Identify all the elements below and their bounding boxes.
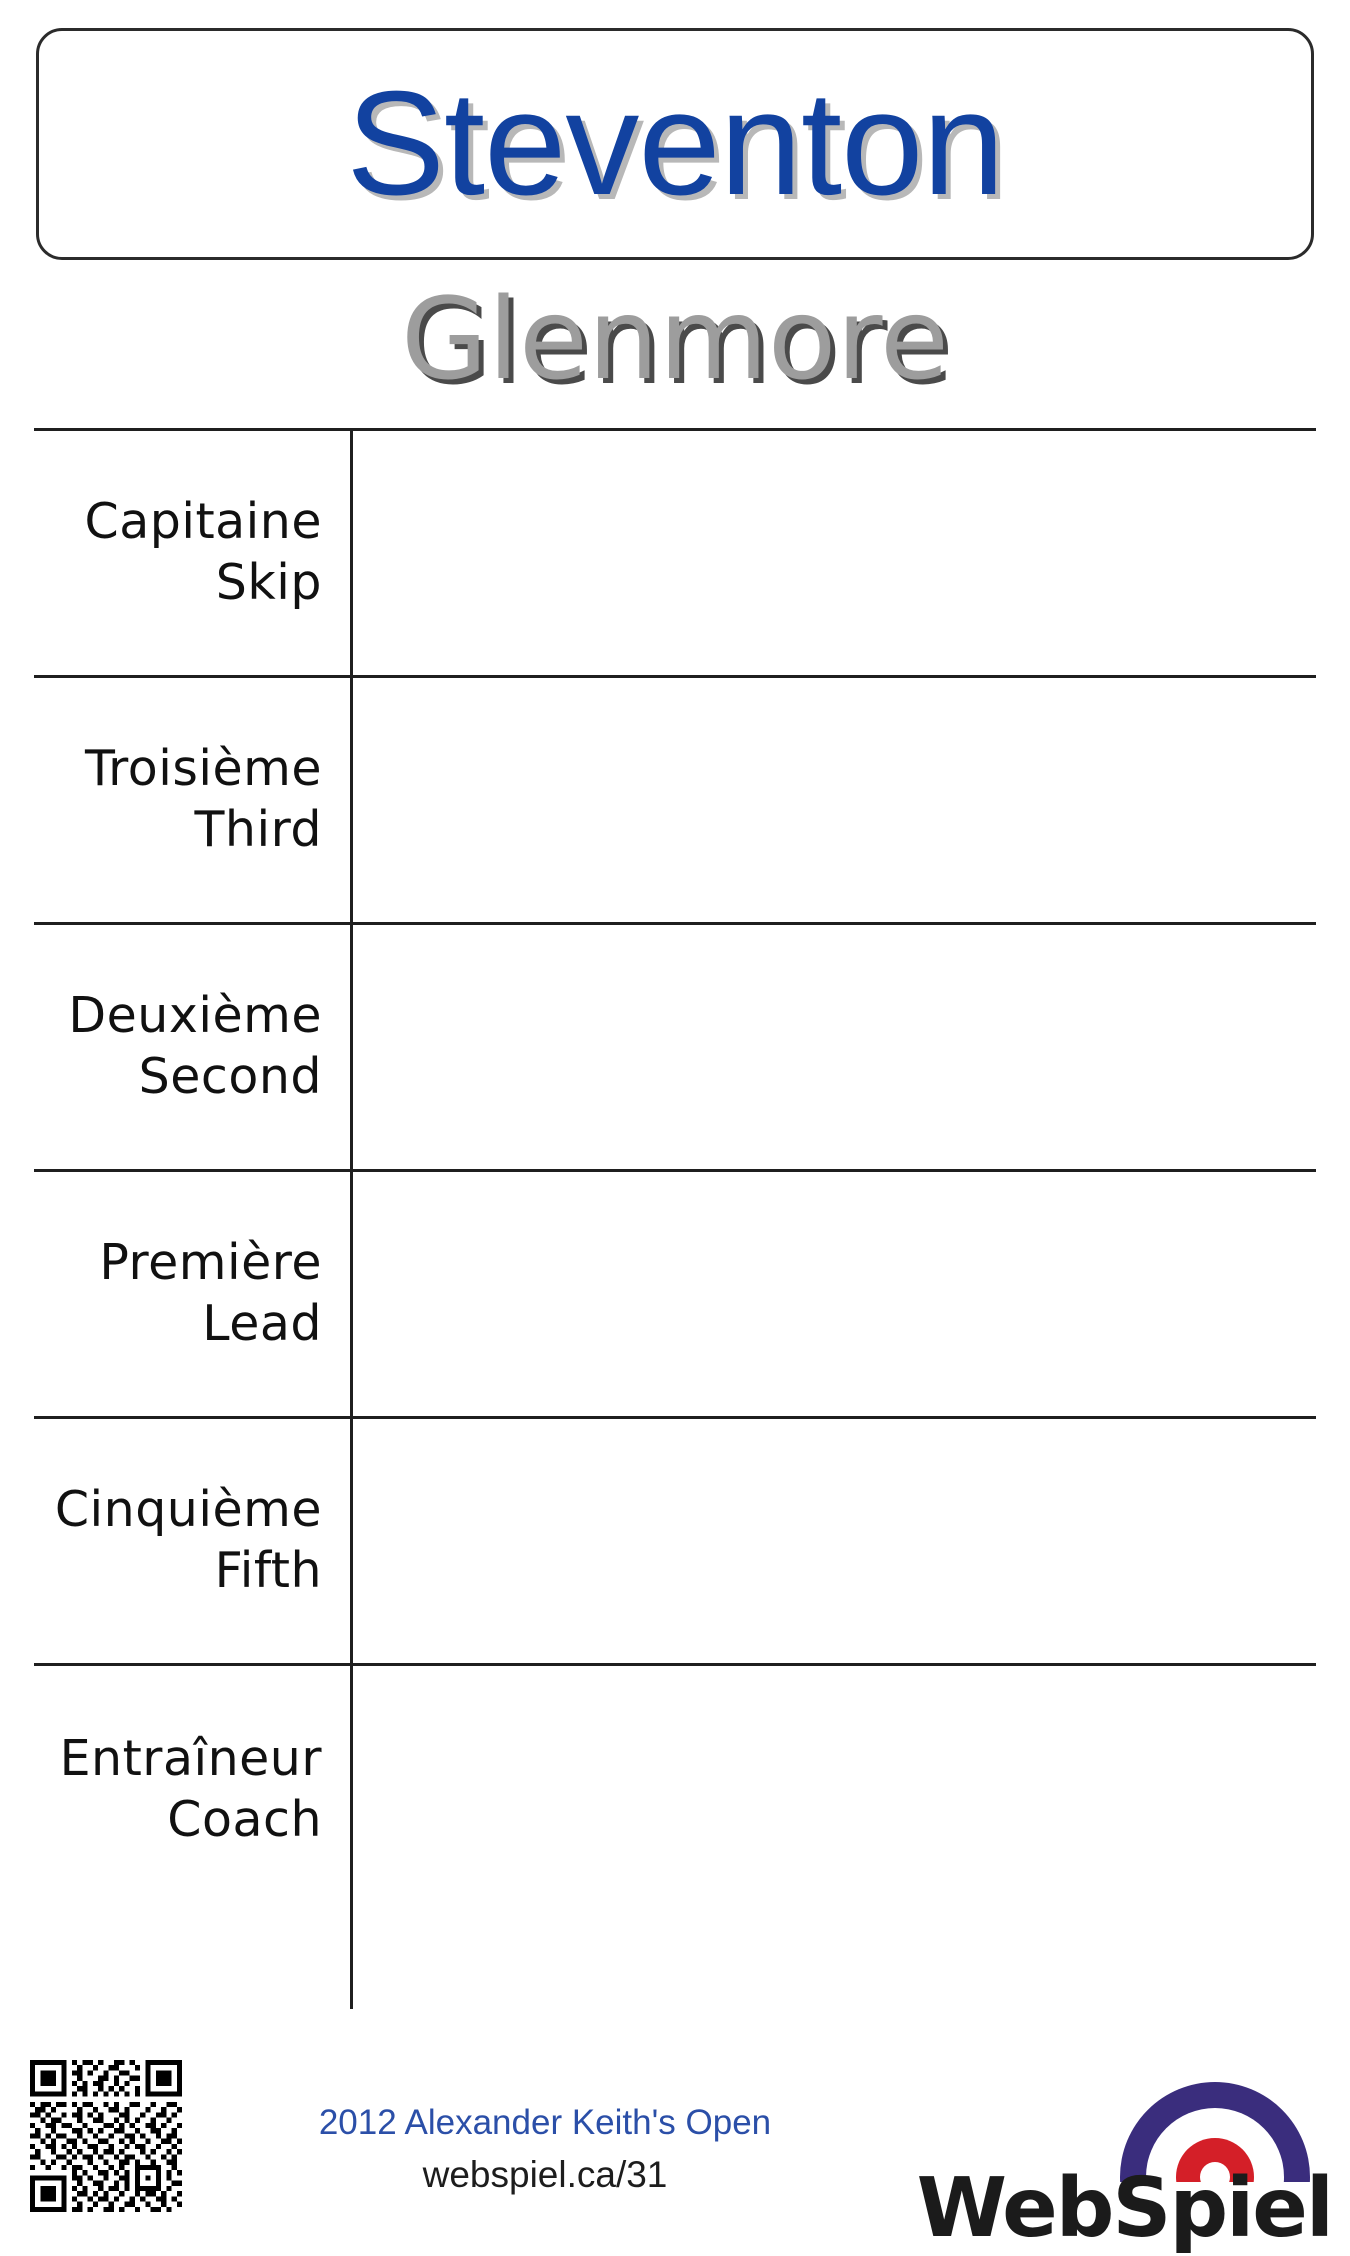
position-label-coach <box>34 1666 350 1913</box>
player-name-field-second[interactable] <box>350 925 1316 1169</box>
player-name-field-third[interactable] <box>350 678 1316 922</box>
roster-table <box>34 428 1316 1913</box>
position-label-second <box>34 925 350 1169</box>
event-name: 2012 Alexander Keith's Open <box>318 2103 772 2143</box>
player-name-field-lead[interactable] <box>350 1172 1316 1416</box>
player-name-field-skip[interactable] <box>350 431 1316 675</box>
table-row <box>34 1666 1316 1913</box>
position-label-en: Second <box>138 1048 322 1105</box>
webspiel-wordmark <box>916 2161 1332 2256</box>
webspiel-logo[interactable] <box>902 2050 1332 2256</box>
footer-text <box>255 2099 835 2202</box>
position-label-fr: Première <box>99 1234 322 1292</box>
table-row <box>34 925 1316 1172</box>
position-label-en: Third <box>194 801 322 858</box>
club-title-box <box>36 28 1314 260</box>
position-label-fr: Capitaine <box>84 493 322 551</box>
position-label-fr: Entraîneur <box>59 1729 322 1787</box>
page-title: Steventon <box>346 61 1004 226</box>
position-label-lead <box>34 1172 350 1416</box>
table-row <box>34 1172 1316 1419</box>
position-label-fr: Troisième <box>84 740 322 798</box>
table-row <box>34 1419 1316 1666</box>
footer <box>0 2040 1350 2256</box>
short-url[interactable]: webspiel.ca/31 <box>422 2153 668 2195</box>
position-label-en: Lead <box>202 1295 322 1352</box>
logo-spiel-text: Spiel <box>1112 2161 1332 2256</box>
position-label-fr: Deuxième <box>68 987 322 1045</box>
team-subtitle-wrap <box>34 260 1316 420</box>
team-name: Glenmore <box>401 275 949 405</box>
position-label-fr: Cinquième <box>54 1481 322 1539</box>
qr-code-icon[interactable] <box>30 2060 182 2212</box>
position-label-en: Coach <box>167 1790 322 1848</box>
position-label-fifth <box>34 1419 350 1663</box>
position-label-en: Fifth <box>214 1542 322 1599</box>
roster-column-divider <box>350 431 353 2009</box>
table-row <box>34 431 1316 678</box>
logo-web-text: Web <box>916 2161 1113 2256</box>
player-name-field-coach[interactable] <box>350 1666 1316 1913</box>
position-label-skip <box>34 431 350 675</box>
table-row <box>34 678 1316 925</box>
player-name-field-fifth[interactable] <box>350 1419 1316 1663</box>
position-label-third <box>34 678 350 922</box>
position-label-en: Skip <box>215 554 322 611</box>
